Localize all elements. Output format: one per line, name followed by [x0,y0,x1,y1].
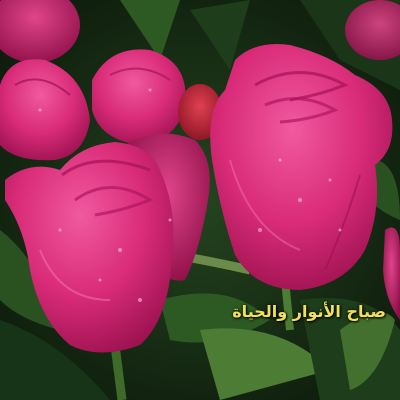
greeting-text: صباح الأنوار والحياة [232,302,386,321]
rose [92,49,186,145]
